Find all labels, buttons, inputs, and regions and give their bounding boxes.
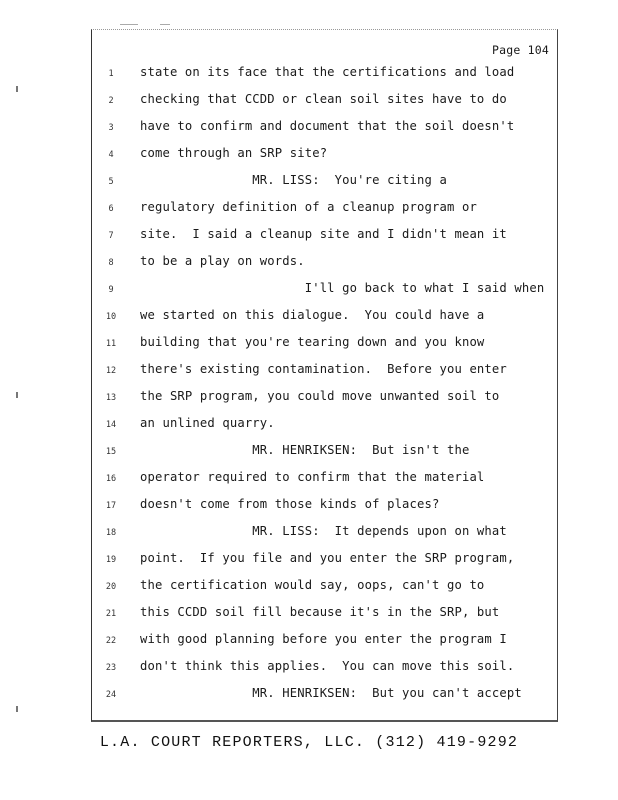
transcript-line bbox=[92, 389, 557, 416]
transcript-line bbox=[92, 659, 557, 686]
transcript-line bbox=[92, 254, 557, 281]
line-text: to be a play on words. bbox=[140, 254, 305, 268]
line-number: 18 bbox=[105, 528, 117, 538]
transcript-line bbox=[92, 92, 557, 119]
line-text: operator required to confirm that the material bbox=[140, 470, 485, 484]
line-number: 21 bbox=[105, 609, 117, 619]
line-number: 1 bbox=[108, 69, 114, 79]
line-number: 24 bbox=[105, 690, 117, 700]
line-text: an unlined quarry. bbox=[140, 416, 275, 430]
line-text: with good planning before you enter the program I bbox=[140, 632, 507, 646]
line-number: 7 bbox=[108, 231, 114, 241]
transcript-line bbox=[92, 416, 557, 443]
line-number: 17 bbox=[105, 501, 117, 511]
transcript-line bbox=[92, 227, 557, 254]
line-number: 9 bbox=[108, 285, 114, 295]
page-number: Page 104 bbox=[492, 43, 549, 57]
transcript-line bbox=[92, 470, 557, 497]
line-number: 4 bbox=[108, 150, 114, 160]
line-number: 11 bbox=[105, 339, 117, 349]
transcript-line bbox=[92, 632, 557, 659]
line-text: MR. LISS: You're citing a bbox=[140, 173, 447, 187]
scan-mark bbox=[16, 86, 18, 92]
scan-mark bbox=[16, 392, 18, 398]
line-text: MR. HENRIKSEN: But isn't the bbox=[140, 443, 470, 457]
line-number: 20 bbox=[105, 582, 117, 592]
transcript-line bbox=[92, 605, 557, 632]
line-text: have to confirm and document that the soil doesn't bbox=[140, 119, 515, 133]
scan-mark bbox=[160, 24, 170, 25]
line-number: 5 bbox=[108, 177, 114, 187]
line-number: 12 bbox=[105, 366, 117, 376]
line-number: 3 bbox=[108, 123, 114, 133]
line-text: point. If you file and you enter the SRP program, bbox=[140, 551, 515, 565]
line-text: regulatory definition of a cleanup program or bbox=[140, 200, 477, 214]
line-number: 13 bbox=[105, 393, 117, 403]
transcript-line bbox=[92, 497, 557, 524]
scan-mark bbox=[120, 24, 138, 25]
line-number: 22 bbox=[105, 636, 117, 646]
line-number: 23 bbox=[105, 663, 117, 673]
scan-mark bbox=[16, 706, 18, 712]
line-text: building that you're tearing down and you know bbox=[140, 335, 485, 349]
line-text: MR. HENRIKSEN: But you can't accept bbox=[140, 686, 522, 700]
transcript-line bbox=[92, 335, 557, 362]
line-number: 6 bbox=[108, 204, 114, 214]
transcript-line bbox=[92, 578, 557, 605]
line-number: 15 bbox=[105, 447, 117, 457]
line-text: state on its face that the certifications and load bbox=[140, 65, 515, 79]
transcript-line bbox=[92, 146, 557, 173]
transcript-line bbox=[92, 524, 557, 551]
line-text: checking that CCDD or clean soil sites have to do bbox=[140, 92, 507, 106]
line-number: 10 bbox=[105, 312, 117, 322]
transcript-line bbox=[92, 362, 557, 389]
line-text: don't think this applies. You can move this soil. bbox=[140, 659, 515, 673]
transcript-line bbox=[92, 443, 557, 470]
line-number: 8 bbox=[108, 258, 114, 268]
transcript-line bbox=[92, 173, 557, 200]
transcript-line bbox=[92, 308, 557, 335]
transcript-line bbox=[92, 551, 557, 578]
line-text: there's existing contamination. Before you enter bbox=[140, 362, 507, 376]
line-text: site. I said a cleanup site and I didn't mean it bbox=[140, 227, 507, 241]
transcript-line bbox=[92, 281, 557, 308]
transcript-line bbox=[92, 119, 557, 146]
line-text: the SRP program, you could move unwanted soil to bbox=[140, 389, 500, 403]
transcript-page bbox=[91, 29, 558, 722]
court-reporter-footer: L.A. COURT REPORTERS, LLC. (312) 419-9292 bbox=[99, 734, 519, 751]
line-number: 19 bbox=[105, 555, 117, 565]
line-text: we started on this dialogue. You could have a bbox=[140, 308, 485, 322]
transcript-line bbox=[92, 200, 557, 227]
line-number: 14 bbox=[105, 420, 117, 430]
transcript-line bbox=[92, 65, 557, 92]
line-text: come through an SRP site? bbox=[140, 146, 328, 160]
line-text: doesn't come from those kinds of places? bbox=[140, 497, 440, 511]
line-number: 16 bbox=[105, 474, 117, 484]
line-text: this CCDD soil fill because it's in the SRP, but bbox=[140, 605, 500, 619]
line-text: I'll go back to what I said when bbox=[140, 281, 545, 295]
transcript-line bbox=[92, 686, 557, 713]
line-text: the certification would say, oops, can't go to bbox=[140, 578, 485, 592]
line-number: 2 bbox=[108, 96, 114, 106]
line-text: MR. LISS: It depends upon on what bbox=[140, 524, 507, 538]
